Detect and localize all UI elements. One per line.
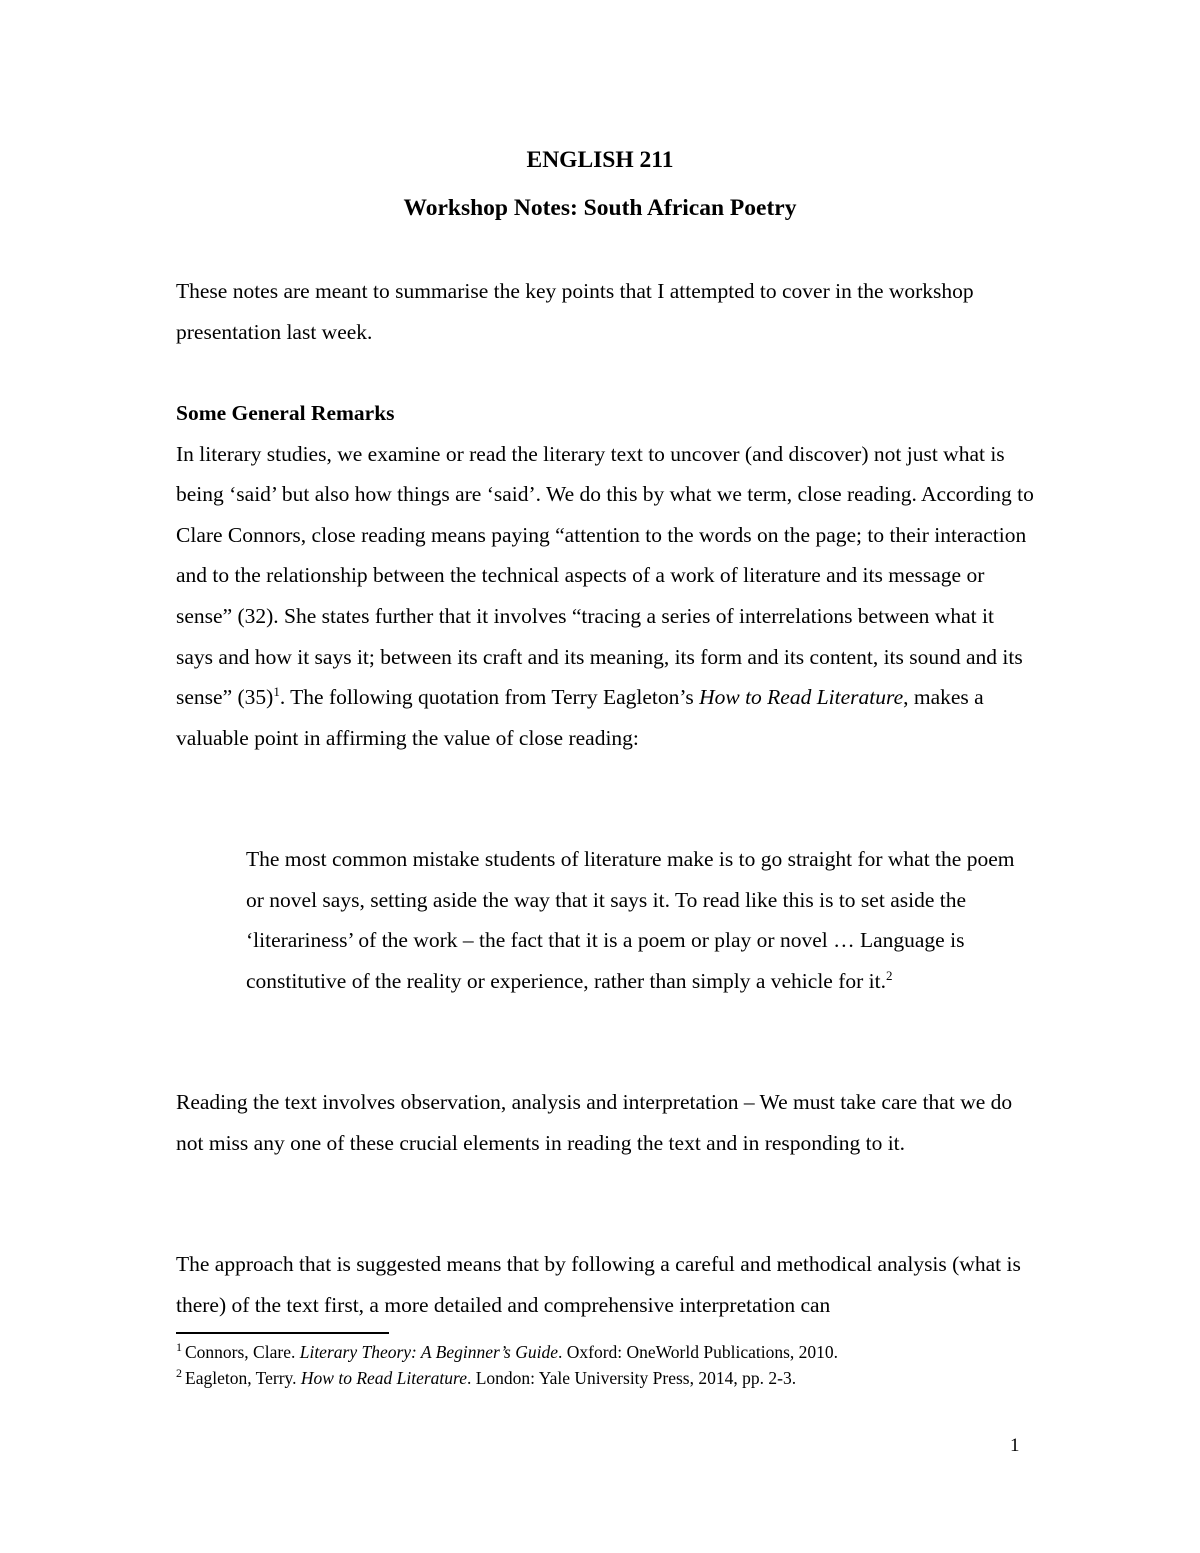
paragraph-text: In literary studies, we examine or read the literary text to uncover (and discover) not just what is being ‘said’ but also how things are ‘said’. We do this by what we term, close reading. According to Clare Connors, close reading means paying “attention to the words on the page; to their interaction and to the relationship between the technical aspects of a work of literature and its message or sense” (32). She states further that it involves “tracing a series of interrelations between what it says and how it says it; between its craft and its meaning, its form and its content, its sound and its sense” (35) (176, 441, 1034, 710)
footnote-mark: 2 (176, 1366, 182, 1381)
footnote-text: Eagleton, Terry. (185, 1368, 301, 1388)
footnote-text: . Oxford: OneWorld Publications, 2010. (558, 1342, 839, 1362)
close-reading-paragraph (176, 442, 1034, 750)
footnote-text: . London: Yale University Press, 2014, pp. 2-3. (466, 1368, 797, 1388)
paragraph-text: . The following quotation from Terry Eagleton’s (279, 685, 700, 710)
paragraph-text: , makes a valuable point in affirming the value of close reading: (176, 685, 984, 750)
intro-paragraph (176, 271, 1036, 352)
page-number: 1 (1010, 1435, 1020, 1456)
footnote-ref-1[interactable]: 1 (273, 684, 280, 699)
general-remarks-section (176, 393, 1036, 758)
course-title: ENGLISH 211 (526, 147, 674, 173)
book-title: How to Read Literature (699, 685, 904, 710)
quote-text: The most common mistake students of literature make is to go straight for what the poem or novel says, setting aside the way that it says it. To read like this is to set aside the ‘literariness’ of the work – the fact that it is a poem or play or novel … Language is constitutive of the reality or experience, rather than simply a vehicle for it. (246, 847, 1015, 993)
footnotes (176, 1339, 1036, 1391)
footnote-text: Connors, Clare. (185, 1342, 300, 1362)
approach-paragraph (176, 1244, 1036, 1325)
footnote-1 (176, 1339, 1036, 1365)
footnote-separator (176, 1332, 389, 1334)
intro-text: These notes are meant to summarise the key points that I attempted to cover in the workshop presentation last week. (176, 279, 974, 344)
paragraph-text: The approach that is suggested means that by following a careful and methodical analysis (what is there) of the text first, a more detailed and comprehensive interpretation can (176, 1252, 1021, 1317)
block-quote (246, 839, 1021, 1001)
observation-paragraph (176, 1082, 1036, 1163)
footnote-title: How to Read Literature (300, 1368, 467, 1388)
footnote-title: Literary Theory: A Beginner’s Guide (299, 1342, 558, 1362)
footnote-ref-2[interactable]: 2 (885, 967, 893, 983)
section-heading: Some General Remarks (176, 401, 395, 425)
paragraph-text: Reading the text involves observation, analysis and interpretation – We must take care that we do not miss any one of these crucial elements in reading the text and in responding to it. (176, 1090, 1013, 1155)
footnote-mark: 1 (176, 1340, 182, 1355)
document-subtitle: Workshop Notes: South African Poetry (403, 195, 797, 221)
footnote-2 (176, 1365, 1036, 1391)
